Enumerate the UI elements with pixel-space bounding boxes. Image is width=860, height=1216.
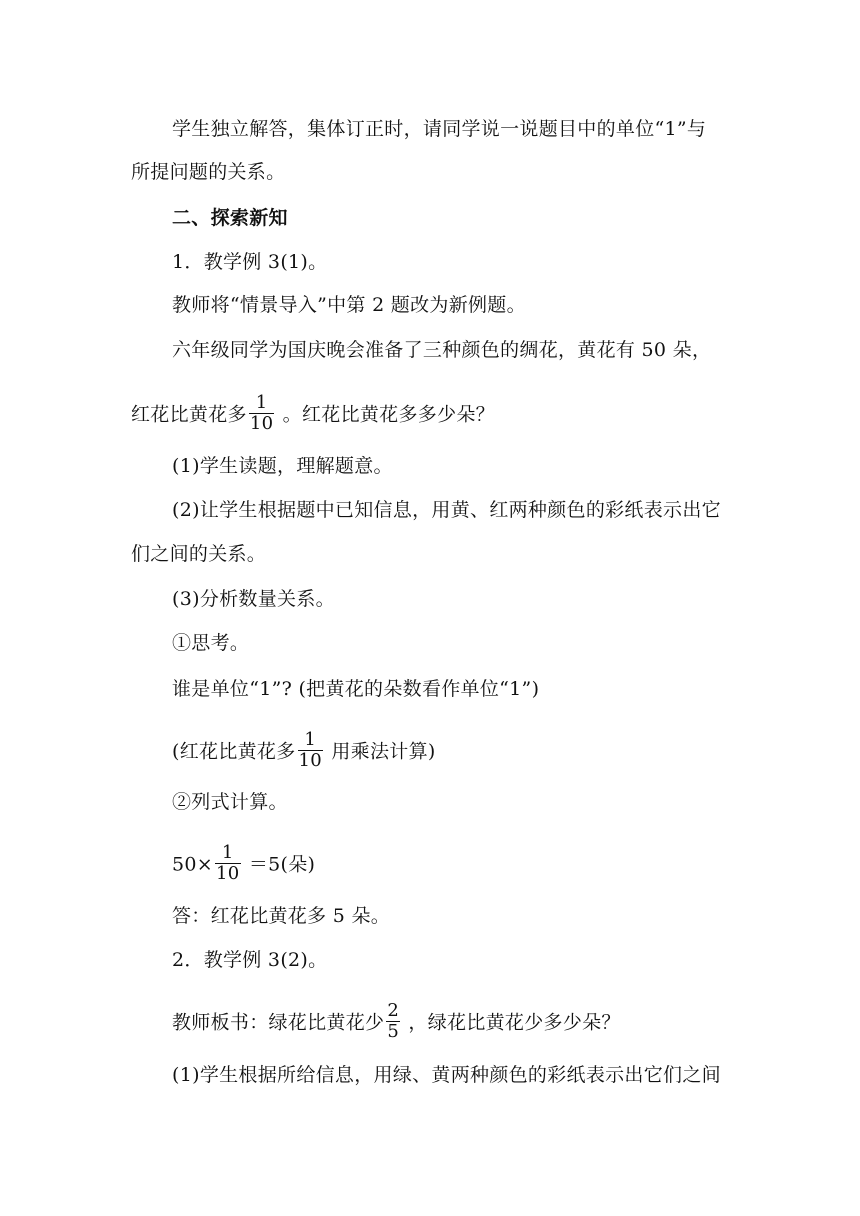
step2-sub1: (1)学生根据所给信息，用绿、黄两种颜色的彩纸表示出它们之间 [172, 1064, 721, 1086]
board-suffix: ，绿花比黄花少多少朵？ [408, 1011, 621, 1034]
calc-prefix: 50× [172, 853, 213, 876]
problem-line2-suffix: 。红花比黄花多多少朵？ [282, 403, 495, 426]
fraction-denominator: 5 [387, 1021, 400, 1042]
method-suffix: 用乘法计算) [331, 740, 436, 763]
step1-title: 1．教学例 3(1)。 [172, 251, 328, 273]
section-heading: 二、探索新知 [172, 207, 288, 229]
board-note [172, 1000, 621, 1043]
method-prefix: (红花比黄花多 [172, 740, 296, 763]
paragraph-intro-line1: 学生独立解答，集体订正时，请同学说一说题目中的单位“1”与 [172, 118, 707, 140]
method-note [172, 729, 436, 772]
fraction-denominator: 10 [216, 863, 240, 884]
fraction-one-tenth [249, 394, 275, 433]
fraction-one-tenth [298, 731, 324, 770]
step1-sub2-line2: 们之间的关系。 [131, 543, 267, 565]
fraction-numerator: 1 [298, 731, 324, 751]
think-heading: ①思考。 [172, 632, 250, 654]
calc-expression [172, 842, 316, 885]
teacher-note: 教师将“情景导入”中第 2 题改为新例题。 [172, 294, 526, 316]
problem-line1: 六年级同学为国庆晚会准备了三种颜色的绸花，黄花有 50 朵， [172, 339, 712, 361]
answer-text: 答：红花比黄花多 5 朵。 [172, 905, 391, 927]
fraction-two-fifths [386, 1002, 400, 1041]
calc-heading: ②列式计算。 [172, 791, 288, 813]
fraction-numerator: 1 [215, 844, 241, 864]
fraction-denominator: 10 [298, 750, 323, 771]
calc-suffix: ＝5(朵) [248, 853, 316, 876]
step1-sub1: (1)学生读题，理解题意。 [172, 455, 393, 477]
fraction-numerator: 1 [249, 394, 275, 414]
paragraph-intro-line2: 所提问题的关系。 [131, 161, 286, 183]
board-prefix: 教师板书：绿花比黄花少 [172, 1011, 385, 1034]
unit-question: 谁是单位“1”? (把黄花的朵数看作单位“1”) [172, 678, 540, 700]
step1-sub3: (3)分析数量关系。 [172, 588, 335, 610]
fraction-denominator: 10 [249, 413, 274, 434]
problem-line2-prefix: 红花比黄花多 [131, 403, 247, 426]
fraction-numerator: 2 [387, 1000, 400, 1021]
problem-line2 [131, 392, 495, 435]
fraction-one-tenth [215, 844, 241, 883]
step1-sub2-line1: (2)让学生根据题中已知信息，用黄、红两种颜色的彩纸表示出它 [172, 499, 721, 521]
step2-title: 2．教学例 3(2)。 [172, 949, 328, 971]
